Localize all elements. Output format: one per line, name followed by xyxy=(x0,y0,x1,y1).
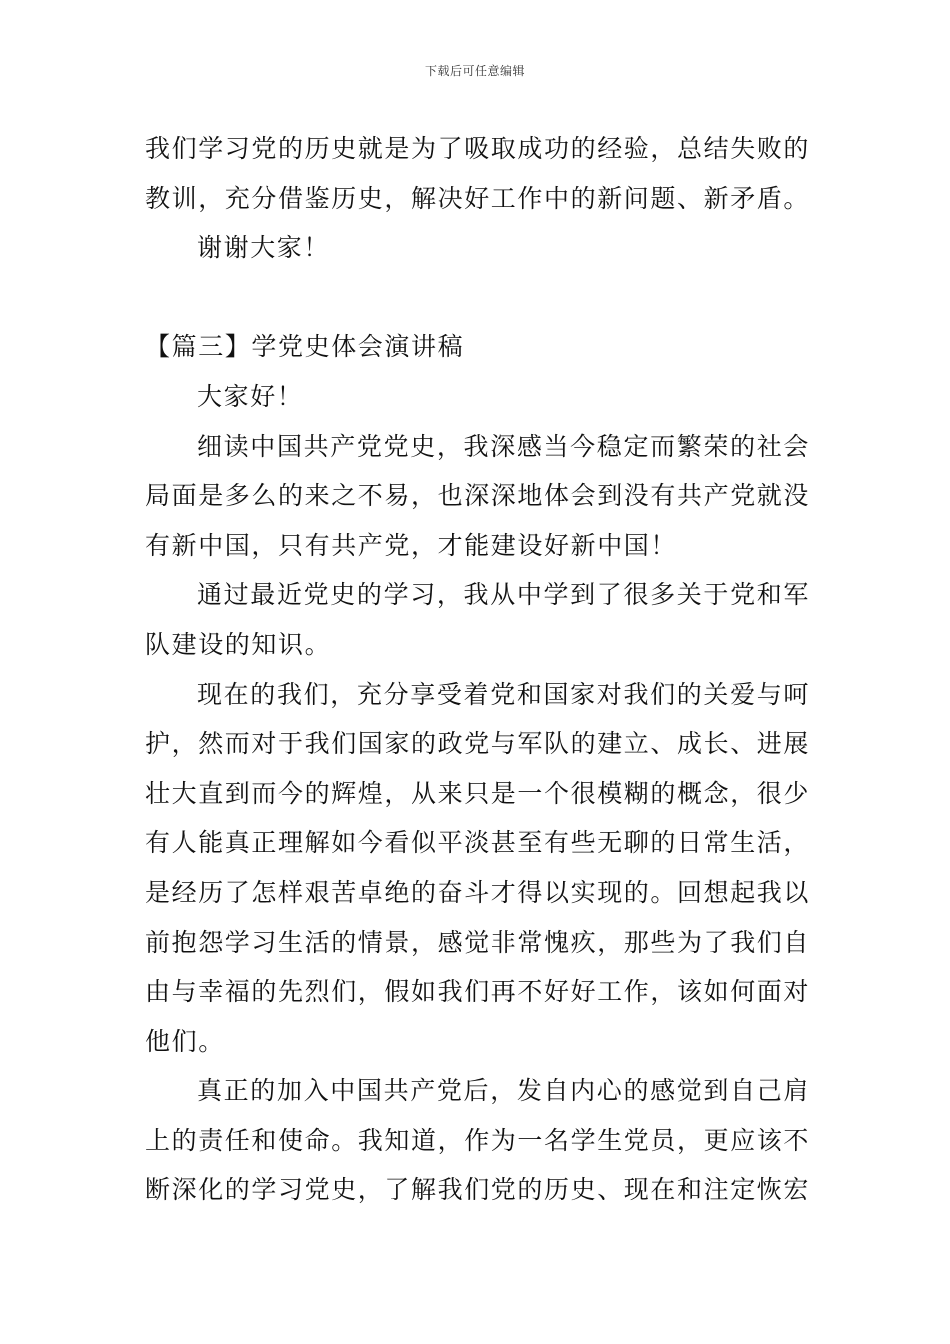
page-header-note: 下载后可任意编辑 xyxy=(424,64,525,78)
paragraph-lessons: 我们学习党的历史就是为了吸取成功的经验，总结失败的教训，充分借鉴历史，解决好工作中的新问题、新矛盾。 xyxy=(145,134,811,213)
section-spacer xyxy=(145,273,810,323)
paragraph-recent-study: 通过最近党史的学习，我从中学到了很多关于党和军队建设的知识。 xyxy=(145,580,810,659)
paragraph-party-history: 细读中国共产党党史，我深感当今稳定而繁荣的社会局面是多么的来之不易，也深深地体会到没有共产党就没有新中国，只有共产党，才能建设好新中国！ xyxy=(145,431,811,560)
paragraph-greeting: 大家好！ xyxy=(197,381,304,411)
section-title: 【篇三】学党史体会演讲稿 xyxy=(145,332,465,362)
paragraph-responsibility: 真正的加入中国共产党后，发自内心的感觉到自己肩上的责任和使命。我知道，作为一名学生党员，更应该不断深化的学习党史，了解我们党的历史、现在和注定恢宏 xyxy=(145,1076,811,1205)
paragraph-reflection: 现在的我们，充分享受着党和国家对我们的关爱与呵护，然而对于我们国家的政党与军队的建立、成长、进展壮大直到而今的辉煌，从来只是一个很模糊的概念，很少有人能真正理解如今看似平淡甚至有些无聊的日常生活，是经历了怎样艰苦卓绝的奋斗才得以实现的。回想起我以前抱怨学习生活的情景，感觉非常愧疚，那些为了我们自由与幸福的先烈们，假如我们再不好好工作，该如何面对他们。 xyxy=(145,679,811,1056)
document-body xyxy=(145,124,810,1215)
paragraph-thanks: 谢谢大家！ xyxy=(197,233,331,263)
